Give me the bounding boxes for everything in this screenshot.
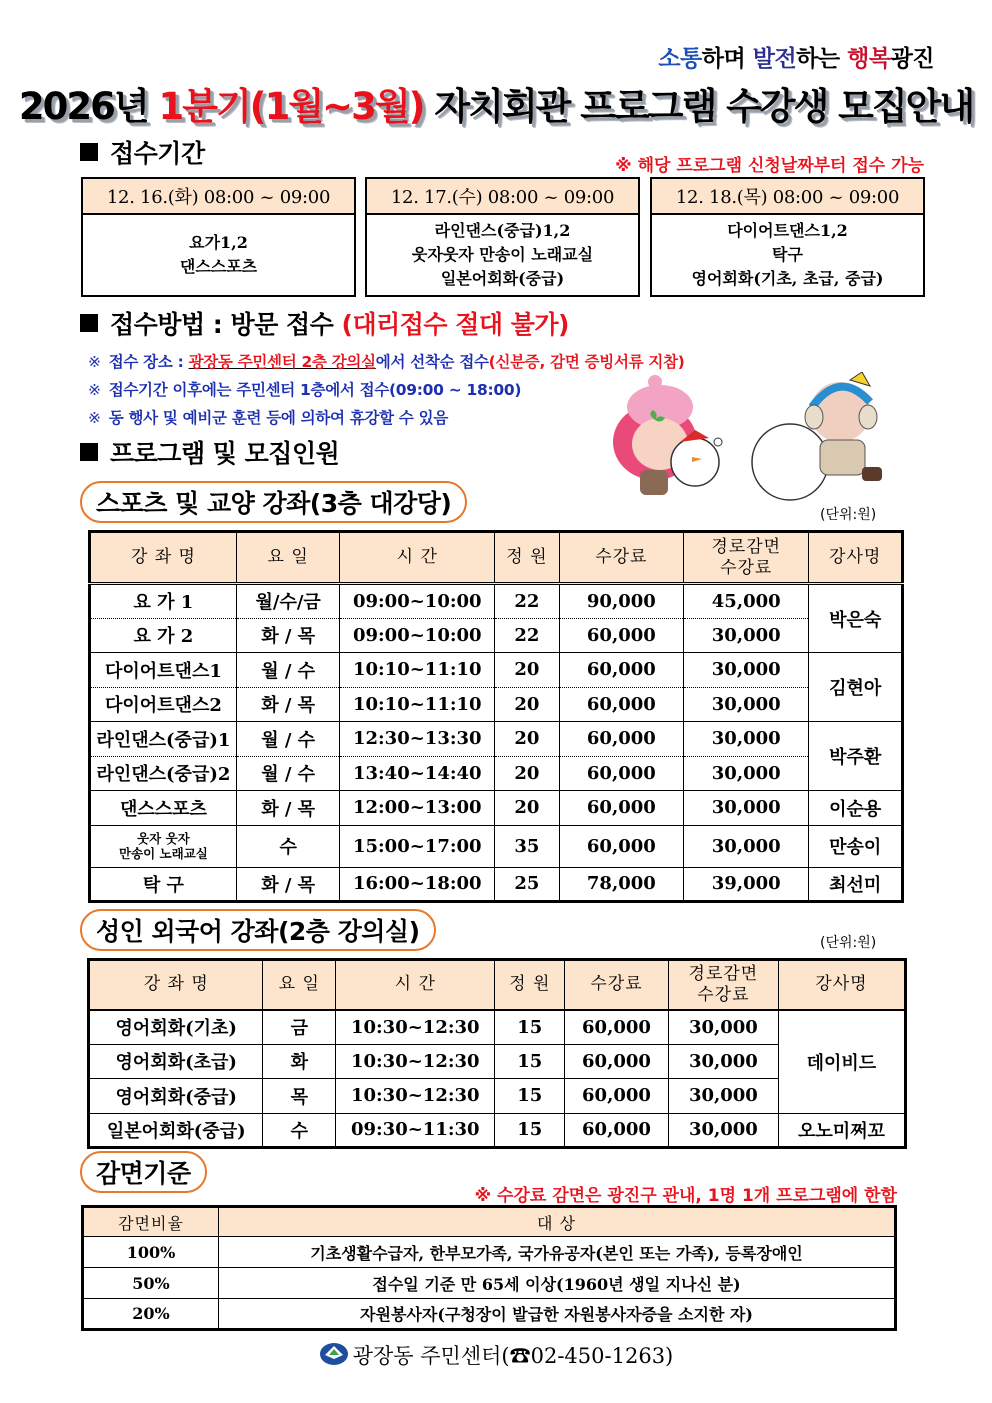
reception-date: 12. 17.(수) 08:00 ~ 09:00 [367, 179, 638, 215]
programs-heading: 프로그램 및 모집인원 [80, 434, 339, 470]
table-header-row: 감면비율 대 상 [83, 1207, 896, 1237]
instructor-cell: 박은숙 [809, 584, 903, 653]
instructor-cell: 오노미쩌꼬 [778, 1113, 905, 1148]
instructor-cell: 데이비드 [778, 1010, 905, 1114]
reception-date: 12. 18.(목) 08:00 ~ 09:00 [652, 179, 923, 215]
instructor-cell: 이순용 [809, 791, 903, 826]
table-row: 100% 기초생활수급자, 한부모가족, 국가유공자(본인 또는 가족), 등록장애인 [83, 1237, 896, 1268]
instructor-cell: 박주환 [809, 722, 903, 791]
table-row: 영어회화(초급) 화 10:30~12:30 15 60,000 30,000 [89, 1044, 906, 1079]
table-row: 일본어회화(중급) 수 09:30~11:30 15 60,000 30,000 오노미쩌꼬 [89, 1113, 906, 1148]
reception-period-heading: 접수기간 [80, 134, 205, 170]
table-row: 탁 구 화 / 목 16:00~18:00 25 78,000 39,000 최선미 [90, 867, 903, 902]
sports-section-title: 스포츠 및 교양 강좌(3층 대강당) [80, 481, 467, 523]
table-row: 다이어트댄스1 월 / 수 10:10~11:10 20 60,000 30,000 김현아 [90, 653, 903, 688]
table-row: 다이어트댄스2 화 / 목 10:10~11:10 20 60,000 30,000 [90, 687, 903, 722]
table-header-row: 강 좌 명 요 일 시 간 정 원 수강료 경로감면 수강료 강사명 [89, 960, 906, 1010]
table-row: 라인댄스(중급)1 월 / 수 12:30~13:30 20 60,000 30,000 박주환 [90, 722, 903, 757]
page-title: 2026년 1분기(1월~3월) 자치회관 프로그램 수강생 모집안내 [18, 85, 974, 128]
table-row: 요 가 1 월/수/금 09:00~10:00 22 90,000 45,000 박은숙 [90, 584, 903, 619]
reception-date: 12. 16.(화) 08:00 ~ 09:00 [83, 179, 354, 215]
language-section-title: 성인 외국어 강좌(2층 강의실) [80, 909, 436, 951]
reception-method-heading: 접수방법 : 방문 접수 (대리접수 절대 불가) [80, 305, 569, 341]
square-bullet-icon [80, 143, 98, 161]
instructor-cell: 만송이 [809, 825, 903, 867]
unit-label: (단위:원) [820, 935, 877, 951]
footer-contact: 광장동 주민센터(☎02-450-1263) [0, 1340, 992, 1370]
square-bullet-icon [80, 443, 98, 461]
square-bullet-icon [80, 314, 98, 332]
district-logo-icon [319, 1342, 349, 1366]
table-row: 영어회화(기초) 금 10:30~12:30 15 60,000 30,000 데이비드 [89, 1010, 906, 1045]
sports-program-table [88, 530, 904, 903]
discount-table [81, 1205, 897, 1331]
phone-icon: ☎ [509, 1344, 531, 1368]
table-row: 라인댄스(중급)2 월 / 수 13:40~14:40 20 60,000 30,000 [90, 756, 903, 791]
instructor-cell: 최선미 [809, 867, 903, 902]
table-row: 웃자 웃자 만송이 노래교실 수 15:00~17:00 35 60,000 30,000 만송이 [90, 825, 903, 867]
discount-note: ※ 수강료 감면은 광진구 관내, 1명 1개 프로그램에 한함 [474, 1186, 897, 1206]
discount-section-title: 감면기준 [80, 1151, 207, 1193]
table-row: 요 가 2 화 / 목 09:00~10:00 22 60,000 30,000 [90, 618, 903, 653]
reception-note: ※ 해당 프로그램 신청날짜부터 접수 가능 [615, 156, 924, 176]
reception-bullet-after: ※ 접수기간 이후에는 주민센터 1층에서 접수(09:00 ~ 18:00) [88, 381, 522, 399]
instructor-cell: 김현아 [809, 653, 903, 722]
table-row: 댄스스포츠 화 / 목 12:00~13:00 20 60,000 30,000 이순용 [90, 791, 903, 826]
reception-box-1218: 12. 18.(목) 08:00 ~ 09:00 다이어트댄스1,2 탁구 영어회화(기초, 초급, 중급) [650, 177, 925, 297]
table-header-row: 강 좌 명 요 일 시 간 정 원 수강료 경로감면 수강료 강사명 [90, 532, 903, 584]
reception-bullet-location: ※ 접수 장소 : 광장동 주민센터 2층 강의실에서 선착순 접수(신분증, 감면 증빙서류 지참) [88, 353, 685, 371]
unit-label: (단위:원) [820, 507, 877, 523]
table-row: 20% 자원봉사자(구청장이 발급한 자원봉사자증을 소지한 자) [83, 1299, 896, 1330]
table-row: 50% 접수일 기준 만 65세 이상(1960년 생일 지나신 분) [83, 1268, 896, 1299]
language-program-table [87, 958, 907, 1149]
slogan: 소통하며 발전하는 행복광진 [658, 46, 934, 72]
mascot-illustration-icon [600, 372, 890, 502]
reception-box-1216: 12. 16.(화) 08:00 ~ 09:00 요가1,2 댄스스포츠 [81, 177, 356, 297]
reception-box-1217: 12. 17.(수) 08:00 ~ 09:00 라인댄스(중급)1,2 웃자웃자 만송이 노래교실 일본어회화(중급) [365, 177, 640, 297]
table-row: 영어회화(중급) 목 10:30~12:30 15 60,000 30,000 [89, 1079, 906, 1114]
reception-bullet-cancel: ※ 동 행사 및 예비군 훈련 등에 의하여 휴강할 수 있음 [88, 409, 449, 427]
